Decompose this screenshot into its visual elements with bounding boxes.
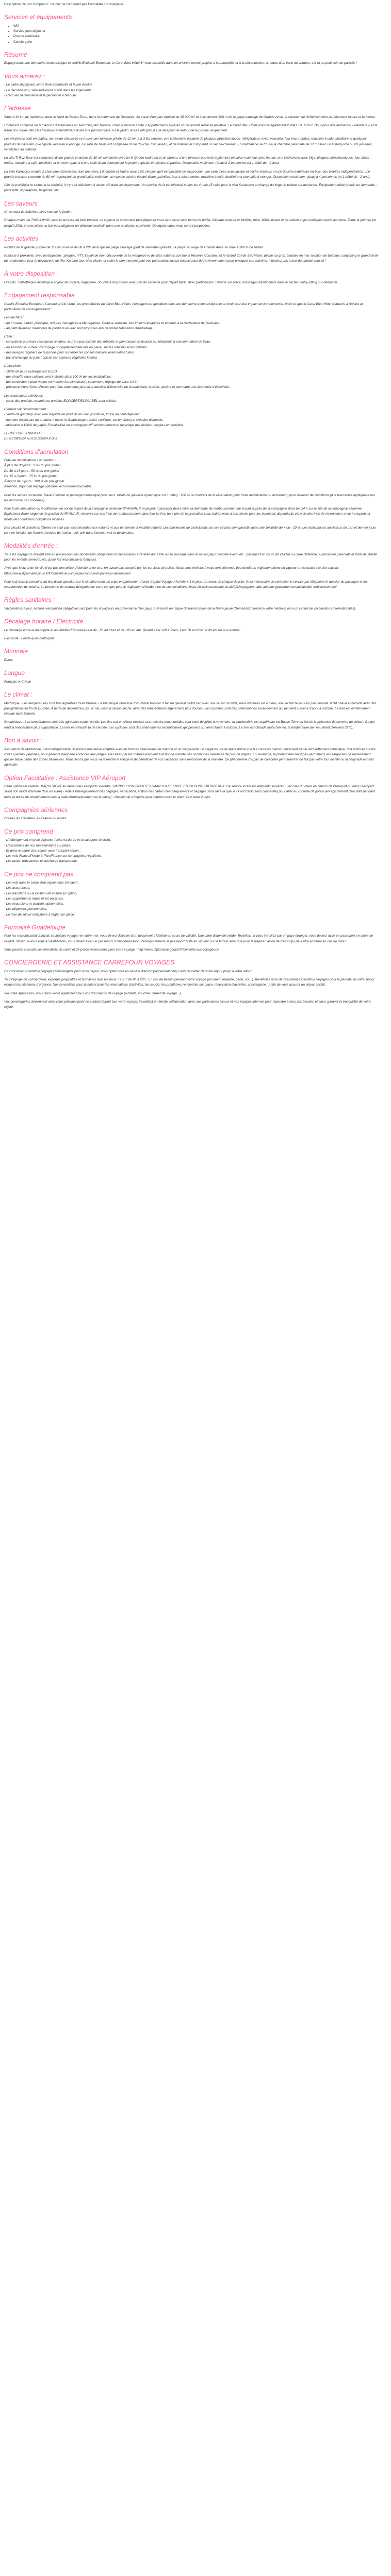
text-line: À plus de 30 jours : 25% du prix global — [4, 464, 61, 468]
text-line: L'eau : — [4, 335, 14, 338]
text-line: Les déchets : — [4, 316, 24, 320]
paragraph: Avoir que le livret de famille n'est pas une pièce d'identité et ne sera en aucun cas accepté par les services de police. Nous vous invitons à vous tenir informés des dernières réglementations en vigueur en consultant le site suivant : https://www.diplomatie.gouv.fr/fr/conseils-aux-voyageurs/conseils-par-pays-destination/ — [4, 566, 340, 575]
text-line: - Les vols dans le cadre d'un séjour sans transport, — [4, 881, 79, 885]
paragraph: L'hôtel est composé de 6 maisons disséminées au sein d'un parc tropical, chaque maison abrite 2 appartements équipés d'une grande terrasse privative. Le Caret Bleu Hôtel propose également 2 villas : le Ti Ruz, Bour pour une ambiance « Palmiers » et la Karacoco située dans les hauteurs et bénéficiant d'une vue panoramique sur le jardin. Accès wifi gratuit à la réception et autour de la piscine uniquement. — [4, 123, 377, 133]
text-line: L'impact sur l'environnement : — [4, 408, 48, 411]
paragraph: Afin de privilégier le calme et la sérénité, il n'y a ni télévision ni accès wifi dans les logements. Un service de lit est effectué toutes les 4 nuits (5 nuits pour la villa Karacoco) et change du linge de toilette sur demande. Équipement bébé gratuit sur demande : poussette, lit parapluie, baignoire, etc. — [4, 183, 377, 193]
paragraph: Certifié Ecolabel Européen, Canerel et Clé Verte, les propriétaires du Caret Bleu Hôtel, s'engagent au quotidien dans une démarche écotouristique pour minimiser leur impact environnemental. Voici ce que le Caret Bleu Hôtel s'attache à réduire et partenaires de cet engagement : — [4, 302, 363, 311]
text-line: - présence d'une Smart Flower pour être autonome pour la production d'électricité de la buanderie, cuisine, piscine et permettre une économie d'électricité. — [4, 385, 230, 389]
section-title: CONCIERGERIE ET ASSISTANCE CARREFOUR VOYAGES — [4, 959, 175, 967]
section-title: Les saveurs — [4, 199, 38, 207]
paragraph: Français et Créole — [4, 680, 31, 684]
text-line: Les substances chimiques : — [4, 394, 45, 398]
text-line: - Les transferts ou la location de voiture en option, — [4, 891, 77, 895]
paragraph: Guadeloupe : Les températures sont très agréables toute l'année. Les îles ont un climat tropical. Les mois les plus humides sont ceux de juillet à novembre, la pluviométrie est supérieure en Basse-Terre du fait de la présence du sommet du volcan. Ce qui rend la température plus supportable. La mer est chaude toute l'année. Les cyclones sont des phénomènes exceptionnels qui peuvent survenir d'août à octobre. La mer est chaude toute l'année, la température de l'eau étant d'environ 27°C. — [4, 720, 375, 730]
paragraph: Pour les ressortissants français souhaitant voyager en outre-mer, vous devez disposer d'un document d'identité en cours de validité. Une carte d'identité valide. Toutefois, si vous transitez par un pays étranger, vous devrez avoir un passeport en cours de validité. Notez, si vous allez à Saint-Martin, vous devez avoir un passeport, homogénéisation, l'enregistrement, le passeport reste en vigueur sur le terrain ainsi que pour le trajet en avion de transit qui peut être entraîné en cas de retour. — [4, 934, 373, 943]
section-title: Langue — [4, 669, 25, 677]
paragraph: Corsair, Air Caraïbes, Air France ou autres — [4, 817, 67, 821]
text-line: - La déconnexion, sans télévision ni wifi dans les logements — [4, 88, 92, 92]
text-block — [4, 394, 379, 404]
text-line: - pas d'arrosage du parc tropical, car espèces végétales locales. — [4, 356, 99, 360]
section-title: Conditions d'annulation — [4, 448, 69, 455]
text-block — [4, 880, 379, 918]
section-title: Le climat : — [4, 691, 32, 699]
text-block — [4, 407, 379, 428]
sections-container — [4, 13, 379, 1010]
paragraph: Le décalage entre la métropole et les Antilles Françaises est de - 5h en hiver et de - 6h en été. Quand il est 12h à Paris, il est 7h en hiver et 6h en été aux Antilles. — [4, 628, 241, 632]
text-line: - Les suppléments repas et les boissons, — [4, 896, 64, 901]
text-line: - L'assistance de nos représentants sur place, — [4, 843, 72, 848]
text-line: - utilisation à 100% de papier Ecolabellisé ou enveloppes NF environnement et recyclage des feuilles usagées en brouillon. — [4, 423, 184, 427]
paragraph: Pour les ventes occasions Travel Explorer et package thématique (vols secs, billets ou package dynamique vol + hôtel) : 100 % du montant de la réservation pour toute modification ou annulation, pour réserver de conditions plus favorables appliquées par les fournisseurs concernés). — [4, 493, 375, 502]
text-line: - des lavages réguliers de la piscine pour surveiller les consommations éventuelles fuites. — [4, 350, 135, 354]
text-line: - Les excursions et activités optionnelles, — [4, 902, 64, 906]
section-title: Règles sanitaires : — [4, 596, 55, 604]
text-block — [4, 458, 379, 490]
paragraph: Tous les voyageurs doivent être en possession des documents obligatoires et nécessaires à l'entrée dans l'île ou au passage dans le ou les pays d'escale éventuels : passeport en cours de validité ou carte d'identité, autorisation parentale et livret de famille pour les enfants mineurs, etc. (pour les ressortissants français). — [4, 552, 377, 562]
text-line: - L'accueil personnalisé et le personnel à l'écoute — [4, 93, 76, 97]
paragraph: Vaccinations à jour. Aucune vaccination obligatoire sauf pour les voyageurs en provenance d'un pays où il existe un risque de transmission de la fièvre jaune (Demandez conseil à votre médecin ou à un centre de vaccinations internationales). — [4, 607, 356, 611]
text-line: - Les taxes, redevances et surcharge transporteur. — [4, 859, 78, 863]
paragraph: Situé à 40 km de l'aéroport, dans le Nord de Basse-Terre, dans la commune de Deshaies. Au cœur d'un parc tropical de 15 000 m² et à seulement 300 m de la plage sauvage de Grande Anse, la situation de l'hôtel combine parfaitement nature et farniente. — [4, 115, 376, 119]
paragraph: Tout l'équipe de conciergerie, expertes polyglottes et humaines tous les mois 7 sur 7 de 9h à 20h : En cas de besoin pendant votre voyage (accident, maladie, perte, vol...). Bénéficiez ainsi de l'assistance Carrefour Voyages pour la période de votre séjour incluant les situations d'urgence. Nos conseillers vous épaulent pour les réservations d'activités, les soucis, les problèmes rencontrés sur place, réservation d'activités, conciergerie...) afin de vous assurer un séjour parfait. — [4, 978, 374, 987]
text-block — [4, 315, 379, 331]
bullet-list — [4, 24, 379, 45]
paragraph: Cette option est valable UNIQUEMENT au départ des aéroports suivants : PARIS / LYON / NANTES / MARSEILLE / NICE / TOULOUSE / BORDEAUX. Ce service inclus les éléments suivants : - Accueil du client en dehors de l'aéroport ou dans l'aéroport selon son mode d'arrivée (taxi ou autre) - Aide à l'enregistrement des bagages, vérification, édition des cartes d'embarquement et bagages sans faire la queue - Fast track (sans coupe-file) pour aller au contrôle de police (enregistrement d'un staff pendant toute la durée du cheminement vers la salle d'embarquement ou le salon) - Gestion de n'importe quel imprévu avec le client. Prix base 2 pers. — [4, 785, 375, 799]
text-line: - La taxe de séjour obligatoire à régler sur place. — [4, 912, 75, 917]
text-line: - seuls des produits naturels ou produits ECOCERT/ECOLABEL sont utilisés. — [4, 399, 117, 403]
paragraph: Euros — [4, 658, 13, 662]
text-line: L'électricité : — [4, 364, 23, 368]
text-line: FERMETURE ANNUELLE : — [4, 432, 45, 435]
section-title: Les activités — [4, 234, 39, 242]
paragraph: Gratuits : bibliothèque multilingue et jeux de société, bagagerie, douche à disposition avec prêt de serviette pour départ tardif. Avec participation : laverie sur place, massages traditionnels dans le cachet, baby-sitting sur demande. — [4, 280, 338, 284]
paragraph: Assurance de randonnée, il est indispensable de prévoir une tenue adaptée avec de bonnes chaussures de marche et un coupe-vent. Le sargasse, cette algue brune que les courants marins, déversent par le réchauffement climatique, font échouer sur les côtes guadeloupéennes, pour gêner la baignade et l'accès aux plages. Des liens par les marées envoient à la bonne volonté des communes riveraines de plus de plages. En revanche, le phénomène n'est pas permanent, les sargasses ne représentent qu'une faible partie des zones balnéaires. Nous avons pas vous vous rendre le village et de bénéficier de vos vacances sans rencontrer de la manière. Ce phénomène n'a pas de caractère permanent et ne fait pas votre tour de l'île où la baignade est très agréable. — [4, 747, 376, 767]
paragraph: Pour toute annulation ou modification de vol de la part de la compagnie aérienne RYANAIR, le voyageur / passager devra faire sa demande de remboursement de la part auprès de la compagnie dans les 24 h sur le site de la compagnie aérienne. Également d'une exigence de gestion de RYANAIR, réservez sur ces frais de remboursement dans leur tarif ou hors prix de la prestation sous-traitée mais à ses clients pour les éventuels dépendants vis à vis des frais de réservation, et de transports et billets des conditions obligations incluses. — [4, 507, 370, 521]
section-title: Engagement responsable — [4, 292, 75, 299]
description-line: Description Ce prix comprend : Ce prix ne comprend pas Formalités Conciergerie — [4, 3, 123, 6]
paragraph: Les chambres sont en duplex, au rez-de-chaussée se trouve une terrasse privée de 12 m², 2 à 3 lits simples, une kitchenette équipée de plaques vitrocéramiques, réfrigérateur, évier, vaisselle, four micro-ondes, machine à café, bouilloire et quelques produits de base tels que liquide vaisselle & éponge. La salle de bains est composée d'une douche, d'un lavabo, et de toilettes et comprend un sèche-cheveux. En mezzanine se trouve la chambre parentale de 32 m² avec un lit King-size ou lits jumeaux, ventilateur au plafond. — [4, 137, 373, 151]
paragraph: En choisissant Carrefour Voyages Conciergerie pour votre séjour, vous optez pour un service d'accompagnement conçu afin de veiller de votre séjour jusqu'à votre retour. — [4, 969, 253, 973]
list-item: • Wifi — [13, 24, 379, 29]
text-block — [4, 364, 379, 390]
text-line: - L'hébergement en petit déjeuner (selon la durée et la catégorie choisie), — [4, 838, 111, 842]
text-block — [4, 431, 379, 442]
paragraph: Pour tout besoin consulter au lieu d'une question sur la situation dans un pays en particulier : Accès Capital Voyage / Arrivée + 1 et plus. Au cours de chaque dossier, il est nécessaire de contacter le service par téléphone le dossier du passager et les coordonnées de celui-ci. La personne de contact désignée sur votre compte pour le règlement d'incident ou de ses conditions. https://fr.airlinessecurite.co.uk/fr/fr/voyageurs-aide-autorite-gouvernementale/lat/aide-tertiaire/contact/ — [4, 580, 368, 589]
paragraph: Vous pouvez consulter les formalités de santé et de police nécessaires pour votre voyage : http://www.diplomatie.gouv.fr/fr/conseils-aux-voyageurs/ — [4, 947, 219, 952]
text-line: De 15 à 3 jours : 75 % du prix global — [4, 474, 58, 478]
text-line: - Les vols France/Pointe-à-Pitre/France sur compagnies régulières, — [4, 854, 103, 858]
paragraph: Des circuits et croisières flânées ne sont pas recommandés aux enfants et aux personnes à mobilité réduite. Les maximums de participants sur ces circuits sont garantis avec une flexibilité de + ou - 10 %. Les épiléptiques au-dessus de 1an et dernier jours sont en fonction de l'heure d'arrivée de l'avion : voir prix dans l'annexe voir la destination. — [4, 526, 377, 535]
paragraph: Électricité : Fondé quim métropole — [4, 637, 54, 641]
text-line: - un tri varre, carton, plastique, ordures ménagères a été organisé. Chaque semaine, ces tri sont récupérés et amenés à la déchetterie de Deshaies. — [4, 321, 220, 325]
paragraph: Un contact de fraîcheur avec vue sur le jardin ! — [4, 210, 73, 214]
section-title: Résumé — [4, 50, 27, 58]
text-line: Attention, l'ajout de bagage optionnel est non-remboursable. — [4, 485, 92, 489]
section-title: Ce prix comprend — [4, 827, 53, 835]
list-item: • Piscine extérieure — [13, 34, 379, 39]
section-title: Vous aimerez : — [4, 72, 45, 80]
text-line: - 100% de leurs éclairage est à LED — [4, 369, 57, 374]
page-content — [0, 0, 383, 1020]
paragraph: Profitez de la grande piscine de 112 m² ouverte de 8h à 20h ainsi qu'une plage sauvage (prêt de serviettes gratuit). La plage sauvage de Grande Anse se situe à 300 m de l'hôtel. — [4, 245, 264, 249]
section-title: Décalage horaire / Électricité : — [4, 618, 87, 625]
section-title: À votre disposition — [4, 270, 55, 278]
paragraph: Chaque matin, de 7h30 à 9h30, sous la terrasse en bois tropical, un copieux et savoureux petit-déjeuner vous sera servi sous forme de buffet. Gâteaux maison et Muffins, fruits 100% locaux et de saison et jus exotiques servis au menu. Toute la journée (et jusqu'à 20h), prenez place au bar pour déguster un délicieux cocktail, dans une ambiance conviviale. Quelques tapas vous seront proposées. — [4, 218, 376, 228]
text-line: - consciente que leurs ressources limitées, ils n'ont pas installé des robinets et pommeaux de douche qui réduisent la consommation de l'eau. — [4, 340, 211, 344]
text-line: Frais de modifications / annulation : — [4, 459, 56, 463]
section-title: L'adresse — [4, 105, 31, 112]
text-line: - Les dépenses personnelles, — [4, 907, 47, 911]
paragraph: Engagé dans une démarche écotouristique et certifié Ecolabel Européen, le Caret Bleu Hôtel 3* vous accueille dans un environnement propice à la tranquillité et à la déconnexion, au cœur d'un écrin de verdure, sûr et au petit coin de paradis ! — [4, 61, 357, 65]
text-line: De 30 à 15 jours : 50 % du prix global — [4, 469, 59, 473]
list-item: • Conciergerie — [13, 40, 379, 45]
paragraph: La Villa Karacoco compte 2 chambres climatisées dont une avec 1 lit double et l'autre avec 2 lits simples qu'il est possible de rapprocher, une salle d'eau avec lavabo et sèche-cheveux et une douche extérieure en bois, des toilettes indépendantes, une grande terrasse couverte de 60 m² regroupant un grand salon extérieur, un espace cuisine équipé d'une gazinière, four à micro-ondes, machine à café, bouilloire et une salle à manger. Occupation maximum : jusqu'à 4 personnes (et 1 bébé de - 2 ans). — [4, 170, 370, 179]
section-title: Formalité Guadeloupe — [4, 923, 66, 931]
section-title: Services et équipements — [4, 13, 72, 21]
text-line: - Et dans le cadre d'un séjour avec transport aérien : — [4, 849, 81, 853]
paragraph: Vos conciergeries deviennent ainsi votre principal point de contact durant tout votre voyage, travaillant en étroite collaboration avec nos partenaires locaux et nos équipes internes pour répondre à tous vos besoins et ainsi, garantir la tranquillité de votre séjour. — [4, 999, 371, 1009]
text-block — [4, 838, 379, 864]
section-title: Monnaie — [4, 648, 28, 655]
text-line: - Les assurances, — [4, 886, 30, 890]
paragraph: Martinique : Les températures sont très agréables toute l'année. La Martinique bénéficie d'un climat tropical. Il fait en général plutôt sec avec une saison humide, mais d'années en années, elle se fait de plus en plus humide. Il fait chaud et humide avec des précipitations en fin de journée. À partir de décembre jusqu'à mai, c'est la saison sèche, avec des températures légèrement plus douces. Les cyclones sont des phénomènes exceptionnels qui peuvent survenir d'août à octobre. La mer est extrêmement chaude toute l'année. — [4, 701, 377, 716]
text-line: - des chauffe-eaux solaires sont installés dans 100 % de vos installations. — [4, 375, 112, 379]
section-title: Ce prix ne comprend pas — [4, 870, 74, 878]
text-line: À moins de 3 jours : 100 % du prix global — [4, 480, 64, 484]
text-line: - Le cadre dépaysant, entre flore abondante et faune insolite — [4, 83, 92, 87]
text-line: - au petit déjeuner, beaucoup de produits en vrac sont proposés afin de limiter l'utilisation d'emballage. — [4, 326, 154, 330]
paragraph: Via notre application, vous retrouverez également tous vos documents de voyage (e-billets, voucher, carnet de voyage...). — [4, 991, 182, 995]
text-line: - un économiseur d'eau d'arrosage ont également été mis en place, sur les robinets et les toilettes. — [4, 345, 148, 349]
text-block — [4, 334, 379, 361]
text-line: - membre impliquant de produits « made in Guadeloupe » (miel, confiture, savon, fruits) et création d'emplois. — [4, 418, 164, 422]
section-title: Bon à savoir : — [4, 736, 42, 744]
section-title: Compagnies aériennes — [4, 806, 68, 814]
paragraph: La villa Ti Ruz Bour est composée d'une grande chambre de 30 m² climatisée avec un lit Queen-bedroom et un bureau, d'une terrasse couverte également un salon extérieur avec hamac, une kitchenette avec frigo, plaques vitrocéramiques, four micro-ondes, machine à café, bouilloire et un coin repas et d'une salle d'eau donnant sur le jardin tropicale et toilettes séparées. Occupation maximum : jusqu'à 2 personnes (et 1 bébé de - 2 ans). — [4, 156, 370, 165]
paragraph: Pratique à proximité, avec participation : plongée, VTT, kayak de mer, découverte de la mangrove et de sites naturels comme la Réserve Cousteau et le Grand Cul-de-Sac Marin, pêche au gros, balades en mer, location de bateaux, canyoning et grand choix de randonnées pour la découverte de l'île, Karibou tour, Néo-Marin, et selon le bon moment pour vos partenaires locaux respectueux de l'environnement pour pratiquer ces activités, n'hésitez pas à leur demander conseil ! — [4, 253, 379, 263]
section-title: Option Facultative : Assistance VIP Aéroport — [4, 774, 126, 782]
text-line: - Vente de goodings avec une majorité de produits en vrac (confiture, fruits) au petit-déjeuner. — [4, 413, 141, 417]
text-line: Du 01/09/2024 au 01/10/2024 inclus — [4, 437, 57, 441]
text-block — [4, 82, 379, 98]
text-line: - des contacteurs pour mettre en marche les climatiseurs seulement, réglage de base à 24°. — [4, 380, 139, 384]
section-title: Modalités d'entrée : — [4, 542, 58, 550]
list-item: • Service petit-déjeuner — [13, 29, 379, 34]
